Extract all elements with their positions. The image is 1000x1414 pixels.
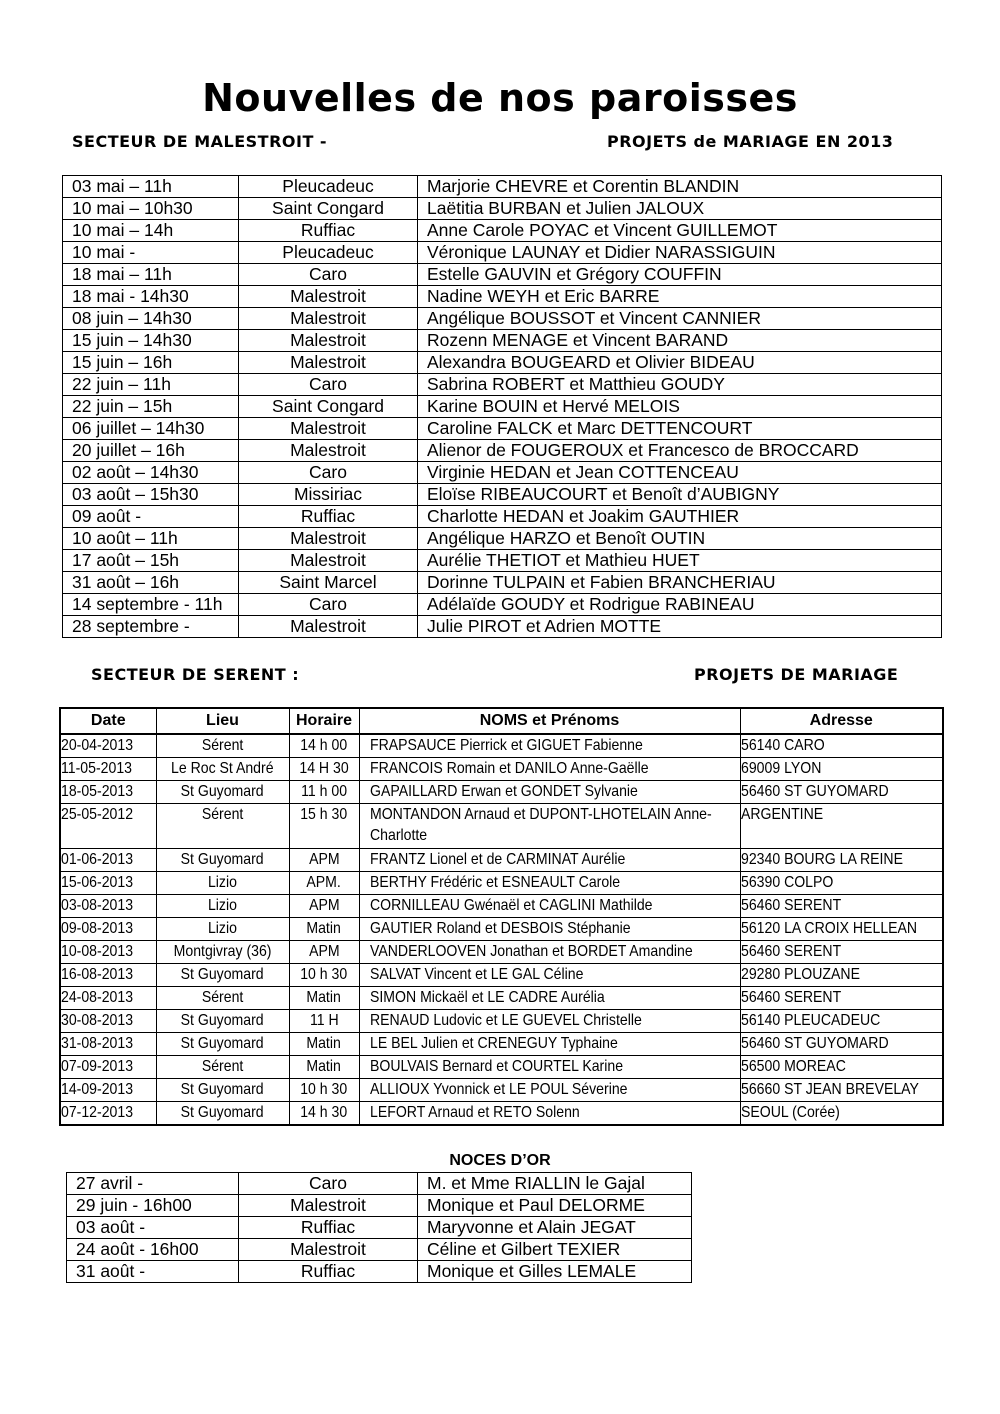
address-cell	[740, 1079, 943, 1102]
address-cell-text: SEOUL (Corée)	[740, 1104, 840, 1121]
address-cell	[740, 734, 943, 758]
names-cell	[359, 781, 740, 804]
place-cell-text: Sérent	[201, 989, 244, 1006]
malestroit-row	[63, 572, 942, 594]
malestroit-row	[63, 352, 942, 374]
place-cell	[156, 1102, 289, 1126]
malestroit-row	[63, 594, 942, 616]
date-cell-text: 03-08-2013	[61, 897, 134, 914]
place-cell	[156, 895, 289, 918]
date-cell	[60, 1033, 156, 1056]
serent-projects-heading: PROJETS DE MARIAGE	[694, 665, 899, 684]
malestroit-row	[63, 308, 942, 330]
place-cell	[156, 1056, 289, 1079]
names-cell-text: BOULVAIS Bernard et COURTEL Karine	[369, 1058, 623, 1075]
place-cell-text: St Guyomard	[181, 851, 264, 868]
place-cell	[156, 964, 289, 987]
address-cell-text: 56140 CARO	[740, 737, 825, 754]
serent-row	[60, 1056, 943, 1079]
time-cell	[289, 781, 359, 804]
names-cell: Angélique HARZO et Benoît OUTIN	[418, 528, 942, 550]
column-header-date: Date	[60, 708, 156, 734]
address-cell	[740, 918, 943, 941]
names-cell: Karine BOUIN et Hervé MELOIS	[418, 396, 942, 418]
time-cell-text: 14 h 30	[300, 1104, 348, 1121]
names-cell-text: LEFORT Arnaud et RETO Solenn	[369, 1104, 580, 1121]
date-cell: 20 juillet – 16h	[63, 440, 239, 462]
address-cell	[740, 1010, 943, 1033]
address-cell-text: 56460 ST GUYOMARD	[740, 783, 889, 800]
address-cell-text: 56460 SERENT	[740, 897, 841, 914]
address-cell-text: 56120 LA CROIX HELLEAN	[740, 920, 917, 937]
serent-row	[60, 734, 943, 758]
place-cell-text: Sérent	[201, 737, 244, 754]
serent-row	[60, 1102, 943, 1126]
names-cell	[359, 758, 740, 781]
address-cell-text: 92340 BOURG LA REINE	[740, 851, 903, 868]
date-cell	[60, 1102, 156, 1126]
names-cell: Eloïse RIBEAUCOURT et Benoît d’AUBIGNY	[418, 484, 942, 506]
date-cell: 28 septembre -	[63, 616, 239, 638]
place-cell	[156, 1010, 289, 1033]
noces-row	[67, 1195, 692, 1217]
names-cell	[359, 849, 740, 872]
names-cell-text: GAUTIER Roland et DESBOIS Stéphanie	[369, 920, 631, 937]
place-cell-text: Le Roc St André	[171, 760, 274, 777]
time-cell-text: APM	[308, 943, 340, 960]
serent-row	[60, 872, 943, 895]
date-cell	[60, 1010, 156, 1033]
names-cell-text: ALLIOUX Yvonnick et LE POUL Séverine	[369, 1081, 627, 1098]
date-cell-text: 30-08-2013	[61, 1012, 134, 1029]
names-cell: Monique et Paul DELORME	[418, 1195, 692, 1217]
place-cell: Caro	[239, 1173, 418, 1195]
place-cell-text: St Guyomard	[181, 1012, 264, 1029]
serent-row	[60, 804, 943, 849]
date-cell: 03 mai – 11h	[63, 176, 239, 198]
date-cell	[60, 895, 156, 918]
date-cell-text: 07-12-2013	[61, 1104, 134, 1121]
time-cell	[289, 734, 359, 758]
address-cell	[740, 872, 943, 895]
time-cell	[289, 918, 359, 941]
address-cell	[740, 1102, 943, 1126]
time-cell	[289, 1033, 359, 1056]
address-cell	[740, 895, 943, 918]
names-cell	[359, 734, 740, 758]
names-cell: Julie PIROT et Adrien MOTTE	[418, 616, 942, 638]
names-cell	[359, 872, 740, 895]
date-cell	[60, 987, 156, 1010]
names-cell-text: SALVAT Vincent et LE GAL Céline	[369, 966, 583, 983]
malestroit-row	[63, 550, 942, 572]
date-cell	[60, 849, 156, 872]
time-cell-text: 15 h 30	[300, 806, 348, 823]
names-cell: Angélique BOUSSOT et Vincent CANNIER	[418, 308, 942, 330]
time-cell	[289, 941, 359, 964]
address-cell	[740, 941, 943, 964]
time-cell-text: 10 h 30	[300, 1081, 348, 1098]
serent-row	[60, 895, 943, 918]
malestroit-row	[63, 418, 942, 440]
address-cell-text: 29280 PLOUZANE	[740, 966, 860, 983]
date-cell	[60, 758, 156, 781]
date-cell	[60, 941, 156, 964]
malestroit-row	[63, 396, 942, 418]
date-cell	[60, 872, 156, 895]
date-cell: 15 juin – 14h30	[63, 330, 239, 352]
serent-row	[60, 1079, 943, 1102]
place-cell	[156, 1033, 289, 1056]
names-cell	[359, 1010, 740, 1033]
names-cell: Monique et Gilles LEMALE	[418, 1261, 692, 1283]
names-cell	[359, 918, 740, 941]
time-cell-text: 11 H	[309, 1012, 339, 1029]
serent-row	[60, 849, 943, 872]
address-cell-text: 56660 ST JEAN BREVELAY	[740, 1081, 919, 1098]
serent-row	[60, 987, 943, 1010]
place-cell	[156, 987, 289, 1010]
names-cell-text: SIMON Mickaël et LE CADRE Aurélia	[369, 989, 605, 1006]
names-cell	[359, 804, 740, 849]
address-cell	[740, 758, 943, 781]
date-cell-text: 11-05-2013	[61, 760, 132, 777]
date-cell: 31 août – 16h	[63, 572, 239, 594]
names-cell-text: CORNILLEAU Gwénaël et CAGLINI Mathilde	[369, 897, 652, 914]
malestroit-row	[63, 440, 942, 462]
malestroit-row	[63, 616, 942, 638]
serent-row	[60, 918, 943, 941]
date-cell: 27 avril -	[67, 1173, 239, 1195]
malestroit-row	[63, 374, 942, 396]
malestroit-row	[63, 220, 942, 242]
date-cell-text: 07-09-2013	[61, 1058, 134, 1075]
names-cell: Marjorie CHEVRE et Corentin BLANDIN	[418, 176, 942, 198]
date-cell	[60, 1056, 156, 1079]
date-cell-text: 16-08-2013	[61, 966, 134, 983]
page-title: Nouvelles de nos paroisses	[202, 76, 798, 120]
address-cell-text: 69009 LYON	[740, 760, 821, 777]
date-cell	[60, 781, 156, 804]
address-cell	[740, 987, 943, 1010]
names-cell	[359, 1033, 740, 1056]
place-cell-text: Sérent	[201, 1058, 244, 1075]
names-cell-text: FRANTZ Lionel et de CARMINAT Aurélie	[369, 851, 625, 868]
names-cell: Caroline FALCK et Marc DETTENCOURT	[418, 418, 942, 440]
malestroit-sector-heading: SECTEUR DE MALESTROIT -	[72, 132, 328, 151]
date-cell	[60, 964, 156, 987]
noces-row	[67, 1239, 692, 1261]
names-cell: M. et Mme RIALLIN le Gajal	[418, 1173, 692, 1195]
names-cell: Adélaïde GOUDY et Rodrigue RABINEAU	[418, 594, 942, 616]
serent-row	[60, 1010, 943, 1033]
place-cell	[156, 1079, 289, 1102]
place-cell-text: Lizio	[208, 920, 237, 937]
place-cell-text: Lizio	[208, 874, 237, 891]
place-cell-text: Montgivray (36)	[173, 943, 272, 960]
noces-dor-table	[66, 1172, 692, 1283]
address-cell	[740, 1033, 943, 1056]
noces-row	[67, 1217, 692, 1239]
names-cell: Alienor de FOUGEROUX et Francesco de BROCCARD	[418, 440, 942, 462]
place-cell: Malestroit	[239, 616, 418, 638]
names-cell: Céline et Gilbert TEXIER	[418, 1239, 692, 1261]
date-cell: 18 mai - 14h30	[63, 286, 239, 308]
place-cell-text: St Guyomard	[181, 1081, 264, 1098]
column-header-lieu: Lieu	[156, 708, 289, 734]
place-cell	[156, 758, 289, 781]
names-cell: Sabrina ROBERT et Matthieu GOUDY	[418, 374, 942, 396]
malestroit-row	[63, 176, 942, 198]
date-cell: 18 mai – 11h	[63, 264, 239, 286]
time-cell-text: APM	[308, 851, 340, 868]
place-cell-text: St Guyomard	[181, 1035, 264, 1052]
place-cell: Malestroit	[239, 1195, 418, 1217]
time-cell	[289, 895, 359, 918]
address-cell-text: 56460 SERENT	[740, 989, 841, 1006]
place-cell	[156, 804, 289, 849]
date-cell-text: 01-06-2013	[61, 851, 134, 868]
time-cell-text: 14 h 00	[300, 737, 348, 754]
date-cell: 31 août -	[67, 1261, 239, 1283]
place-cell: Malestroit	[239, 418, 418, 440]
date-cell: 24 août - 16h00	[67, 1239, 239, 1261]
names-cell	[359, 1079, 740, 1102]
date-cell: 06 juillet – 14h30	[63, 418, 239, 440]
names-cell-text: RENAUD Ludovic et LE GUEVEL Christelle	[369, 1012, 642, 1029]
names-cell: Véronique LAUNAY et Didier NARASSIGUIN	[418, 242, 942, 264]
column-header-noms: NOMS et Prénoms	[359, 708, 740, 734]
address-cell-text: 56500 MOREAC	[740, 1058, 846, 1075]
malestroit-projects-heading: PROJETS de MARIAGE EN 2013	[607, 132, 894, 151]
names-cell-text: FRANCOIS Romain et DANILO Anne-Gaëlle	[369, 760, 649, 777]
date-cell-text: 15-06-2013	[61, 874, 134, 891]
names-cell	[359, 987, 740, 1010]
place-cell: Malestroit	[239, 1239, 418, 1261]
time-cell-text: APM	[308, 897, 340, 914]
names-cell: Alexandra BOUGEARD et Olivier BIDEAU	[418, 352, 942, 374]
names-cell-text: VANDERLOOVEN Jonathan et BORDET Amandine	[369, 943, 693, 960]
names-cell-text: GAPAILLARD Erwan et GONDET Sylvanie	[369, 783, 638, 800]
time-cell	[289, 1102, 359, 1126]
serent-row	[60, 964, 943, 987]
serent-sector-heading: SECTEUR DE SERENT :	[91, 665, 300, 684]
malestroit-row	[63, 330, 942, 352]
names-cell	[359, 941, 740, 964]
address-cell	[740, 804, 943, 849]
date-cell: 10 mai – 14h	[63, 220, 239, 242]
noces-row	[67, 1261, 692, 1283]
column-header-adresse: Adresse	[740, 708, 943, 734]
date-cell	[60, 734, 156, 758]
time-cell-text: Matin	[306, 989, 342, 1006]
names-cell: Virginie HEDAN et Jean COTTENCEAU	[418, 462, 942, 484]
date-cell: 08 juin – 14h30	[63, 308, 239, 330]
date-cell: 22 juin – 15h	[63, 396, 239, 418]
date-cell: 10 mai -	[63, 242, 239, 264]
place-cell: Malestroit	[239, 330, 418, 352]
place-cell: Malestroit	[239, 308, 418, 330]
date-cell	[60, 1079, 156, 1102]
place-cell: Ruffiac	[239, 220, 418, 242]
time-cell-text: Matin	[306, 1035, 342, 1052]
place-cell: Ruffiac	[239, 1217, 418, 1239]
names-cell: Estelle GAUVIN et Grégory COUFFIN	[418, 264, 942, 286]
date-cell-text: 31-08-2013	[61, 1035, 134, 1052]
serent-header-row	[60, 708, 943, 734]
names-cell: Nadine WEYH et Eric BARRE	[418, 286, 942, 308]
names-cell: Aurélie THETIOT et Mathieu HUET	[418, 550, 942, 572]
date-cell: 03 août -	[67, 1217, 239, 1239]
place-cell: Ruffiac	[239, 506, 418, 528]
time-cell-text: 10 h 30	[300, 966, 348, 983]
malestroit-row	[63, 264, 942, 286]
date-cell: 03 août – 15h30	[63, 484, 239, 506]
place-cell: Saint Congard	[239, 396, 418, 418]
place-cell: Pleucadeuc	[239, 176, 418, 198]
noces-dor-heading: NOCES D’OR	[449, 1152, 551, 1169]
serent-row	[60, 1033, 943, 1056]
malestroit-row	[63, 506, 942, 528]
place-cell	[156, 918, 289, 941]
date-cell: 15 juin – 16h	[63, 352, 239, 374]
place-cell: Malestroit	[239, 440, 418, 462]
malestroit-row	[63, 484, 942, 506]
malestroit-row	[63, 528, 942, 550]
place-cell: Caro	[239, 374, 418, 396]
address-cell-text: 56390 COLPO	[740, 874, 833, 891]
malestroit-row	[63, 286, 942, 308]
address-cell-text: 56140 PLEUCADEUC	[740, 1012, 880, 1029]
names-cell: Charlotte HEDAN et Joakim GAUTHIER	[418, 506, 942, 528]
time-cell	[289, 804, 359, 849]
time-cell-text: 11 h 00	[301, 783, 347, 800]
names-cell: Dorinne TULPAIN et Fabien BRANCHERIAU	[418, 572, 942, 594]
place-cell: Malestroit	[239, 286, 418, 308]
date-cell	[60, 804, 156, 849]
place-cell: Malestroit	[239, 550, 418, 572]
time-cell	[289, 987, 359, 1010]
place-cell	[156, 734, 289, 758]
time-cell	[289, 872, 359, 895]
date-cell: 17 août – 15h	[63, 550, 239, 572]
place-cell: Malestroit	[239, 352, 418, 374]
malestroit-row	[63, 198, 942, 220]
place-cell: Malestroit	[239, 528, 418, 550]
date-cell: 29 juin - 16h00	[67, 1195, 239, 1217]
place-cell	[156, 849, 289, 872]
names-cell-text: LE BEL Julien et CRENEGUY Typhaine	[369, 1035, 618, 1052]
place-cell-text: Lizio	[208, 897, 237, 914]
date-cell: 14 septembre - 11h	[63, 594, 239, 616]
place-cell: Pleucadeuc	[239, 242, 418, 264]
date-cell-text: 24-08-2013	[61, 989, 134, 1006]
address-cell-text: 56460 ST GUYOMARD	[740, 1035, 889, 1052]
names-cell	[359, 1056, 740, 1079]
place-cell	[156, 781, 289, 804]
malestroit-weddings-table	[62, 175, 942, 638]
column-header-horaire: Horaire	[289, 708, 359, 734]
time-cell-text: APM.	[306, 874, 342, 891]
serent-weddings-table	[59, 707, 944, 1126]
time-cell	[289, 1056, 359, 1079]
names-cell-text: BERTHY Frédéric et ESNEAULT Carole	[369, 874, 620, 891]
address-cell	[740, 849, 943, 872]
place-cell: Ruffiac	[239, 1261, 418, 1283]
names-cell: Rozenn MENAGE et Vincent BARAND	[418, 330, 942, 352]
time-cell	[289, 1079, 359, 1102]
place-cell: Missiriac	[239, 484, 418, 506]
date-cell-text: 18-05-2013	[61, 783, 134, 800]
place-cell	[156, 872, 289, 895]
serent-row	[60, 781, 943, 804]
time-cell	[289, 964, 359, 987]
place-cell-text: Sérent	[201, 806, 244, 823]
time-cell	[289, 1010, 359, 1033]
time-cell	[289, 758, 359, 781]
date-cell: 02 août – 14h30	[63, 462, 239, 484]
date-cell-text: 20-04-2013	[61, 737, 134, 754]
time-cell	[289, 849, 359, 872]
date-cell	[60, 918, 156, 941]
malestroit-row	[63, 242, 942, 264]
date-cell-text: 09-08-2013	[61, 920, 134, 937]
place-cell: Caro	[239, 462, 418, 484]
date-cell-text: 14-09-2013	[61, 1081, 134, 1098]
address-cell	[740, 781, 943, 804]
date-cell: 10 août – 11h	[63, 528, 239, 550]
names-cell	[359, 895, 740, 918]
place-cell: Saint Congard	[239, 198, 418, 220]
address-cell	[740, 1056, 943, 1079]
date-cell: 22 juin – 11h	[63, 374, 239, 396]
date-cell: 10 mai – 10h30	[63, 198, 239, 220]
time-cell-text: Matin	[306, 920, 342, 937]
place-cell-text: St Guyomard	[181, 1104, 264, 1121]
date-cell-text: 25-05-2012	[61, 806, 134, 823]
address-cell-text: 56460 SERENT	[740, 943, 841, 960]
place-cell-text: St Guyomard	[181, 783, 264, 800]
time-cell-text: 14 H 30	[299, 760, 349, 777]
date-cell: 09 août -	[63, 506, 239, 528]
names-cell	[359, 1102, 740, 1126]
names-cell: Anne Carole POYAC et Vincent GUILLEMOT	[418, 220, 942, 242]
address-cell	[740, 964, 943, 987]
date-cell-text: 10-08-2013	[61, 943, 134, 960]
names-cell: Maryvonne et Alain JEGAT	[418, 1217, 692, 1239]
place-cell-text: St Guyomard	[181, 966, 264, 983]
noces-row	[67, 1173, 692, 1195]
names-cell: Laëtitia BURBAN et Julien JALOUX	[418, 198, 942, 220]
place-cell: Caro	[239, 264, 418, 286]
names-cell	[359, 964, 740, 987]
names-cell-text: FRAPSAUCE Pierrick et GIGUET Fabienne	[369, 737, 643, 754]
place-cell: Caro	[239, 594, 418, 616]
serent-row	[60, 941, 943, 964]
names-cell-text: MONTANDON Arnaud et DUPONT-LHOTELAIN Anne-Charlotte	[369, 806, 712, 844]
time-cell-text: Matin	[306, 1058, 342, 1075]
place-cell: Saint Marcel	[239, 572, 418, 594]
place-cell	[156, 941, 289, 964]
serent-row	[60, 758, 943, 781]
malestroit-row	[63, 462, 942, 484]
address-cell-text: ARGENTINE	[740, 806, 823, 823]
